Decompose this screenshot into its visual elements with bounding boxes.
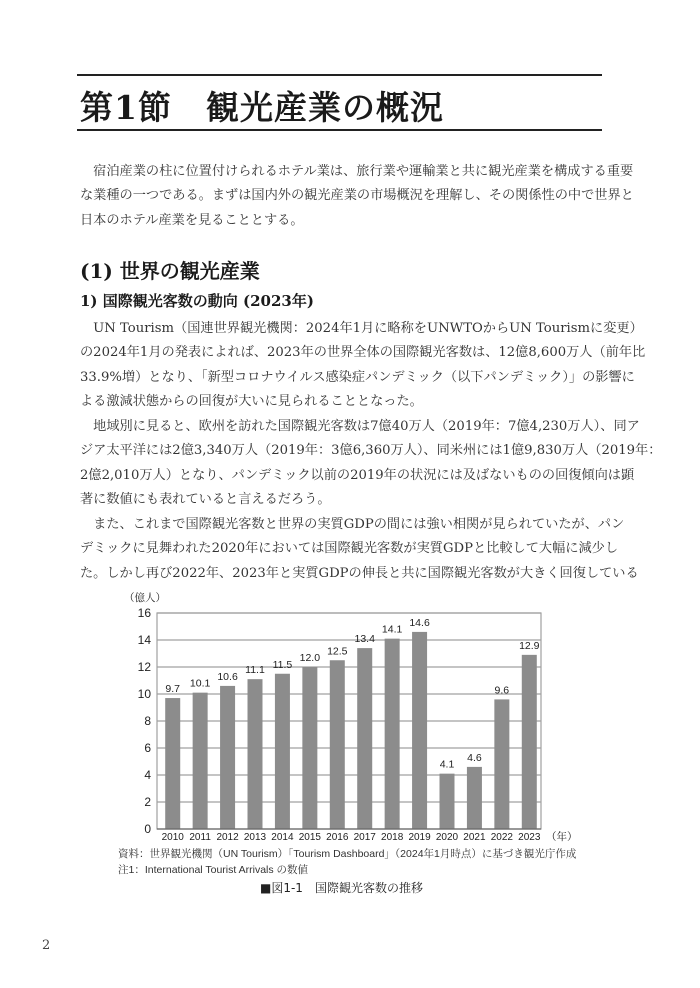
x-tick-label: 2021	[463, 832, 486, 843]
subsection-heading: (1) 世界の観光産業	[80, 259, 260, 283]
text-line: デミックに見舞われた2020年においては国際観光客数が実質GDPと比較して大幅に減少し	[80, 541, 619, 557]
x-tick-label: 2019	[408, 832, 431, 843]
data-label-2010: 9.7	[165, 683, 181, 696]
bar-2017	[357, 648, 372, 829]
text-line: 著に数値にも表れていると言えるだろう。	[80, 492, 331, 508]
x-tick-label: 2015	[298, 832, 321, 843]
text-line: ジア太平洋には2億3,340万人（2019年：3億6,360万人）、同米州には1億9,830万人（2019年：	[80, 443, 662, 459]
x-tick-label: 2014	[271, 832, 294, 843]
y-tick-label: 16	[137, 606, 151, 620]
y-axis-unit-label: （億人）	[124, 592, 166, 604]
x-tick-label: 2016	[326, 832, 349, 843]
x-tick-label: 2023	[518, 832, 541, 843]
data-label-2014: 11.5	[272, 658, 293, 671]
data-label-2011: 10.1	[189, 677, 211, 690]
page-number: 2	[42, 938, 51, 953]
subsubsection-heading: 1) 国際観光客数の動向 (2023年)	[80, 292, 314, 310]
data-label-2017: 13.4	[354, 633, 375, 646]
x-tick-label: 2012	[216, 832, 239, 843]
data-label-2015: 12.0	[299, 652, 321, 664]
text-line: 地域別に見ると、欧州を訪れた国際観光客数は7億40万人（2019年：7億4,230万人）、同ア	[80, 419, 640, 434]
x-tick-label: 2020	[435, 832, 459, 843]
bar-2011	[193, 693, 208, 829]
y-tick-label: 8	[144, 714, 151, 728]
x-tick-label: 2011	[189, 832, 211, 843]
chart-footnote-1: 注1：International Tourist Arrivals の数値	[118, 864, 309, 876]
bar-2016	[330, 660, 345, 829]
y-tick-label: 10	[137, 687, 151, 701]
bar-2021	[467, 767, 482, 829]
y-tick-label: 0	[144, 822, 151, 836]
text-line: な業種の一つである。まずは国内外の観光産業の市場概況を理解し、その関係性の中で世界と	[80, 188, 634, 204]
y-tick-label: 4	[144, 768, 151, 782]
bar-2014	[275, 674, 290, 829]
text-line: た。しかし再び2022年、2023年と実質GDPの伸長と共に国際観光客数が大きく回復している	[80, 565, 639, 581]
bar-2019	[412, 632, 427, 829]
bar-2010	[165, 698, 180, 829]
text-line: 宿泊産業の柱に位置付けられるホテル業は、旅行業や運輸業と共に観光産業を構成する重要	[80, 164, 634, 179]
bar-2018	[385, 639, 400, 829]
x-tick-label: 2017	[353, 832, 376, 843]
y-tick-label: 6	[144, 741, 151, 755]
chart-source-note: 資料：世界観光機関（UN Tourism）「Tourism Dashboard」（2024年1月時点）に基づき観光庁作成	[118, 848, 577, 860]
y-tick-label: 14	[137, 633, 151, 647]
bar-2013	[248, 679, 263, 829]
x-tick-label: 2022	[490, 832, 513, 843]
x-tick-label: 2013	[243, 832, 267, 843]
data-label-2018: 14.1	[381, 623, 403, 636]
data-label-2022: 9.6	[494, 684, 510, 697]
data-label-2016: 12.5	[327, 645, 348, 658]
bar-2023	[522, 655, 537, 829]
x-tick-label: 2018	[381, 832, 404, 843]
data-label-2013: 11.1	[245, 664, 265, 677]
data-label-2023: 12.9	[519, 639, 540, 652]
y-tick-label: 2	[144, 795, 151, 809]
text-line: よる激減状態からの回復が大いに見られることとなった。	[80, 394, 423, 410]
x-axis-unit-label: （年）	[546, 831, 578, 843]
bar-2020	[440, 774, 455, 829]
bar-2015	[302, 667, 317, 829]
text-line: 33.9%増）となり、「新型コロナウイルス感染症パンデミック（以下パンデミック）」の影響に	[80, 369, 635, 385]
bar-2022	[494, 699, 509, 829]
text-line: 2億2,010万人）となり、パンデミック以前の2019年の状況には及ばないものの回復傾向は顕	[80, 467, 635, 483]
section-title: 第1節 観光産業の概況	[80, 88, 444, 127]
text-line: UN Tourism（国連世界観光機関：2024年1月に略称をUNWTOからUN Tourismに変更）	[80, 321, 643, 336]
y-tick-label: 12	[137, 660, 151, 674]
text-line: 日本のホテル産業を見ることとする。	[80, 212, 304, 228]
data-label-2019: 14.6	[409, 616, 430, 629]
bar-2012	[220, 686, 235, 829]
text-line: の2024年1月の発表によれば、2023年の世界全体の国際観光客数は、12億8,600万人（前年比	[80, 345, 646, 361]
text-line: また、これまで国際観光客数と世界の実質GDPの間には強い相関が見られていたが、パン	[80, 517, 625, 532]
data-label-2021: 4.6	[467, 751, 482, 764]
data-label-2020: 4.1	[439, 758, 455, 771]
data-label-2012: 10.6	[217, 670, 238, 683]
x-tick-label: 2010	[161, 832, 184, 843]
figure-caption: ■図1-1 国際観光客数の推移	[260, 881, 423, 895]
